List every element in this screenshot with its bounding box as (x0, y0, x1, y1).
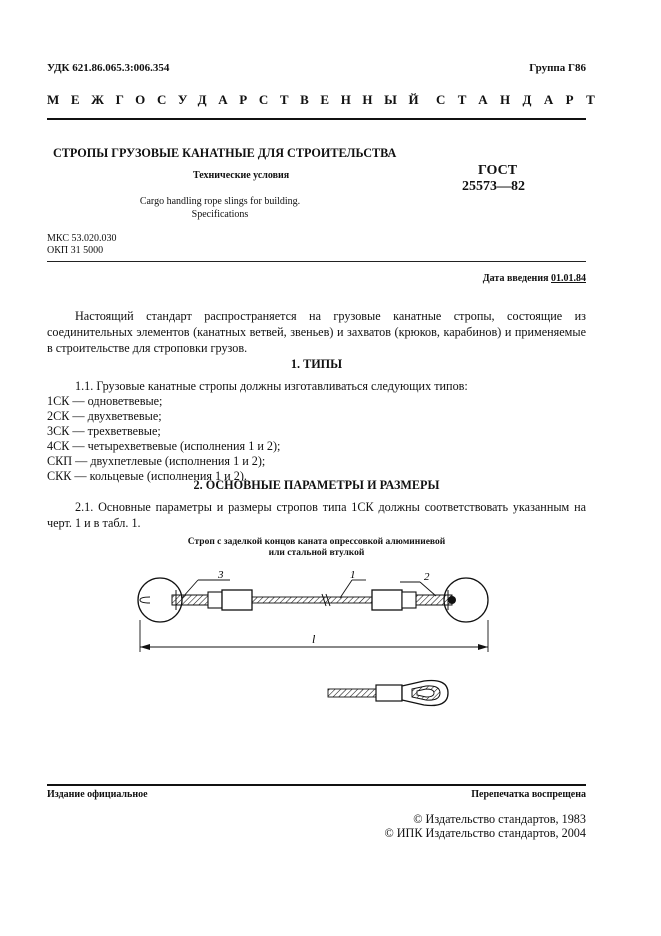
right-sleeve (372, 590, 402, 610)
type-item: 4СК — четырехветвевые (исполнения 1 и 2); (47, 439, 281, 453)
title-rule (47, 261, 586, 262)
section2-paragraph: 2.1. Основные параметры и размеры стропов типа 1СК должны соответствовать указанным на черт. 1 и в табл. 1. (47, 500, 586, 530)
figure-caption-line1: Строп с заделкой концов каната опрессовкой алюминиевой (187, 537, 446, 547)
mks-code: МКС 53.020.030 (47, 233, 117, 244)
official-edition: Издание официальное (47, 789, 148, 800)
type-item: СКК — кольцевые (исполнения 1 и 2). (47, 469, 247, 483)
rope-branch (252, 594, 372, 606)
header-rule (47, 118, 586, 120)
okp-code: ОКП 31 5000 (47, 245, 104, 256)
section2-heading: 2. ОСНОВНЫЕ ПАРАМЕТРЫ И РАЗМЕРЫ (193, 478, 440, 492)
group-code: Группа Г86 (529, 62, 586, 74)
figure-caption-line2: или стальной втулкой (268, 548, 365, 558)
sling-drawing (0, 560, 661, 720)
section1-lead: 1.1. Грузовые канатные стропы должны изготавливаться следующих типов: (75, 379, 468, 393)
right-rope-end (402, 590, 456, 610)
banner-interstate: МЕЖГОСУДАРСТВЕННЫЙ (47, 92, 431, 107)
type-item: 1СК — одноветвевые; (47, 394, 163, 408)
intro-paragraph: Настоящий стандарт распространяется на грузовые канатные стропы, состоящие из соединительных элементов (канатных ветвей, звеньев) и захватов (крюков, карабинов) и применяемые в строительстве для строповки грузов. (47, 309, 586, 355)
intro-date (483, 273, 586, 284)
udk-code: УДК 621.86.065.3:006.354 (47, 62, 170, 74)
left-sleeve (222, 590, 252, 610)
section1-heading: 1. ТИПЫ (290, 357, 343, 371)
callout-2: 2 (424, 571, 430, 583)
type-item: 2СК — двухветвевые; (47, 409, 162, 423)
footer-rule (47, 784, 586, 786)
copyright-2004: © ИПК Издательство стандартов, 2004 (384, 826, 586, 840)
thimble-detail (328, 681, 448, 706)
callout-3: 3 (218, 569, 224, 581)
banner-standard: СТАНДАРТ (436, 92, 608, 107)
english-title-line2: Specifications (191, 209, 249, 220)
document-title: СТРОПЫ ГРУЗОВЫЕ КАНАТНЫЕ ДЛЯ СТРОИТЕЛЬСТВА (53, 146, 397, 160)
gost-label: ГОСТ (478, 163, 518, 178)
type-item: СКП — двухпетлевые (исполнения 1 и 2); (47, 454, 266, 468)
english-title-line1: Cargo handling rope slings for building. (139, 196, 301, 207)
callout-1: 1 (350, 569, 356, 581)
reprint-notice: Перепечатка воспрещена (471, 789, 586, 800)
document-subtitle: Технические условия (193, 170, 290, 181)
copyright-1983: © Издательство стандартов, 1983 (413, 812, 586, 826)
dimension-label: l (312, 632, 316, 646)
type-item: 3СК — трехветвевые; (47, 424, 161, 438)
intro-date-label: Дата введения (482, 273, 549, 284)
gost-number: 25573—82 (462, 179, 525, 194)
left-rope-end (172, 590, 222, 610)
intro-date-value: 01.01.84 (551, 273, 586, 284)
